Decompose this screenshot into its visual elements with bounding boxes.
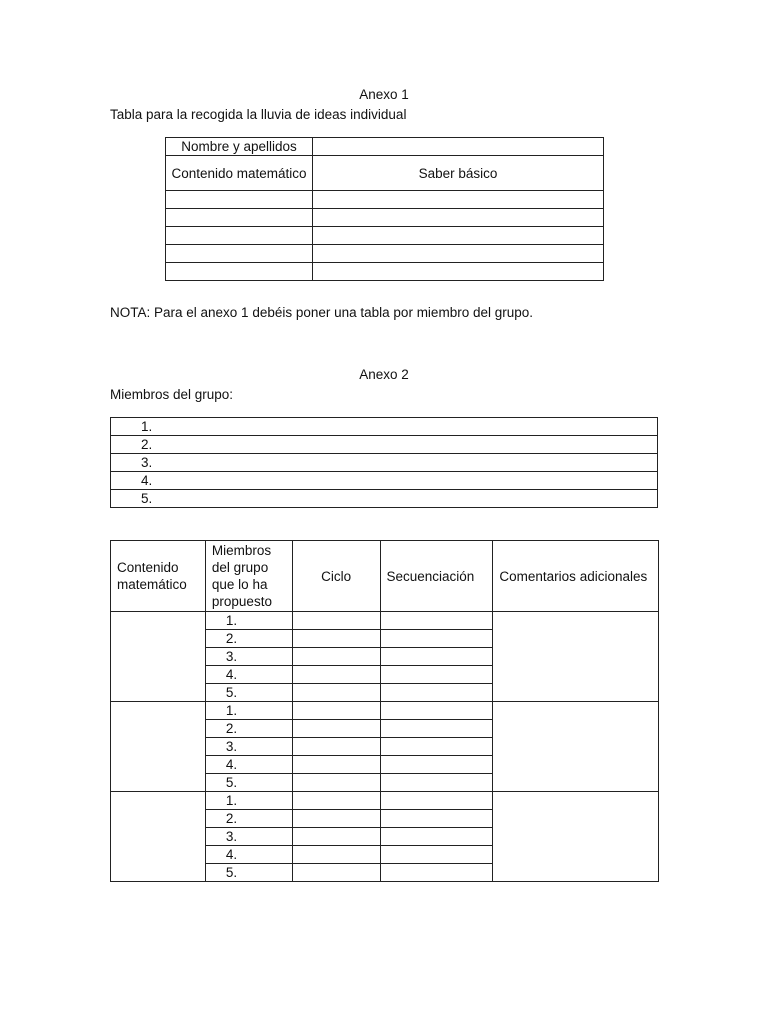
column-header-saber: Saber básico: [313, 156, 604, 191]
table-row: [166, 156, 604, 191]
table-cell[interactable]: [166, 245, 313, 263]
groups-body: [111, 612, 659, 882]
member-number-cell[interactable]: 4.: [205, 756, 292, 774]
column-header-comentarios: Comentarios adicionales: [493, 541, 659, 612]
ciclo-cell[interactable]: [292, 738, 380, 756]
member-number-cell[interactable]: 1.: [205, 792, 292, 810]
member-number-cell[interactable]: 4.: [205, 666, 292, 684]
table-cell[interactable]: [166, 191, 313, 209]
table-row: [166, 191, 604, 209]
member-number-cell[interactable]: 1.: [205, 702, 292, 720]
table-row: [166, 227, 604, 245]
member-number-cell[interactable]: 1.: [205, 612, 292, 630]
member-number-cell[interactable]: 3.: [205, 828, 292, 846]
comentarios-cell[interactable]: [493, 702, 659, 792]
name-value-cell[interactable]: [313, 138, 604, 156]
secuenciacion-cell[interactable]: [380, 684, 493, 702]
contenido-cell[interactable]: [111, 792, 206, 882]
member-row[interactable]: 3.: [111, 454, 658, 472]
secuenciacion-cell[interactable]: [380, 846, 493, 864]
table-cell[interactable]: [313, 263, 604, 281]
secuenciacion-cell[interactable]: [380, 864, 493, 882]
secuenciacion-cell[interactable]: [380, 648, 493, 666]
name-label-cell: Nombre y apellidos: [166, 138, 313, 156]
table-row: [111, 436, 658, 454]
member-number-cell[interactable]: 2.: [205, 630, 292, 648]
secuenciacion-cell[interactable]: [380, 702, 493, 720]
table-row: [166, 263, 604, 281]
member-row[interactable]: 2.: [111, 436, 658, 454]
secuenciacion-cell[interactable]: [380, 612, 493, 630]
secuenciacion-cell[interactable]: [380, 828, 493, 846]
table-cell[interactable]: [313, 227, 604, 245]
table-cell[interactable]: [313, 245, 604, 263]
table-row: [166, 138, 604, 156]
table-row: [111, 418, 658, 436]
annex2-main-table: [110, 540, 659, 882]
ciclo-cell[interactable]: [292, 666, 380, 684]
table-cell[interactable]: [166, 263, 313, 281]
secuenciacion-cell[interactable]: [380, 666, 493, 684]
ciclo-cell[interactable]: [292, 612, 380, 630]
member-row[interactable]: 5.: [111, 490, 658, 508]
column-header-ciclo: Ciclo: [292, 541, 380, 612]
ciclo-cell[interactable]: [292, 756, 380, 774]
comentarios-cell[interactable]: [493, 792, 659, 882]
table-row: [111, 702, 659, 720]
members-label: Miembros del grupo:: [110, 387, 234, 402]
table-cell[interactable]: [166, 209, 313, 227]
ciclo-cell[interactable]: [292, 648, 380, 666]
ciclo-cell[interactable]: [292, 828, 380, 846]
ciclo-cell[interactable]: [292, 846, 380, 864]
column-header-contenido: Contenido matemático: [166, 156, 313, 191]
secuenciacion-cell[interactable]: [380, 756, 493, 774]
member-number-cell[interactable]: 5.: [205, 864, 292, 882]
header-row: [111, 541, 659, 612]
member-row[interactable]: 4.: [111, 472, 658, 490]
contenido-cell[interactable]: [111, 612, 206, 702]
table-row: [111, 792, 659, 810]
comentarios-cell[interactable]: [493, 612, 659, 702]
member-number-cell[interactable]: 5.: [205, 774, 292, 792]
table-cell[interactable]: [166, 227, 313, 245]
ciclo-cell[interactable]: [292, 810, 380, 828]
member-row[interactable]: 1.: [111, 418, 658, 436]
table-cell[interactable]: [313, 209, 604, 227]
secuenciacion-cell[interactable]: [380, 630, 493, 648]
table-row: [111, 472, 658, 490]
secuenciacion-cell[interactable]: [380, 738, 493, 756]
contenido-cell[interactable]: [111, 702, 206, 792]
annex2-title: Anexo 2: [359, 367, 409, 382]
member-number-cell[interactable]: 2.: [205, 810, 292, 828]
column-header-contenido: Contenido matemático: [111, 541, 206, 612]
column-header-miembros: Miembros del grupo que lo ha propuesto: [205, 541, 292, 612]
member-number-cell[interactable]: 5.: [205, 684, 292, 702]
annex1-note: NOTA: Para el anexo 1 debéis poner una tabla por miembro del grupo.: [110, 305, 533, 320]
member-number-cell[interactable]: 4.: [205, 846, 292, 864]
secuenciacion-cell[interactable]: [380, 720, 493, 738]
table-row: [111, 454, 658, 472]
member-number-cell[interactable]: 3.: [205, 738, 292, 756]
member-number-cell[interactable]: 2.: [205, 720, 292, 738]
members-list-table: [110, 417, 658, 508]
ciclo-cell[interactable]: [292, 720, 380, 738]
ciclo-cell[interactable]: [292, 774, 380, 792]
table-row: [111, 490, 658, 508]
table-row: [166, 245, 604, 263]
ciclo-cell[interactable]: [292, 630, 380, 648]
ciclo-cell[interactable]: [292, 792, 380, 810]
table-cell[interactable]: [313, 191, 604, 209]
secuenciacion-cell[interactable]: [380, 774, 493, 792]
ciclo-cell[interactable]: [292, 702, 380, 720]
annex1-subtitle: Tabla para la recogida la lluvia de ideas individual: [110, 107, 407, 122]
table-row: [111, 612, 659, 630]
annex1-table: [165, 137, 604, 281]
ciclo-cell[interactable]: [292, 864, 380, 882]
secuenciacion-cell[interactable]: [380, 792, 493, 810]
annex1-title: Anexo 1: [359, 87, 409, 102]
table-row: [166, 209, 604, 227]
secuenciacion-cell[interactable]: [380, 810, 493, 828]
ciclo-cell[interactable]: [292, 684, 380, 702]
column-header-secuenciacion: Secuenciación: [380, 541, 493, 612]
member-number-cell[interactable]: 3.: [205, 648, 292, 666]
